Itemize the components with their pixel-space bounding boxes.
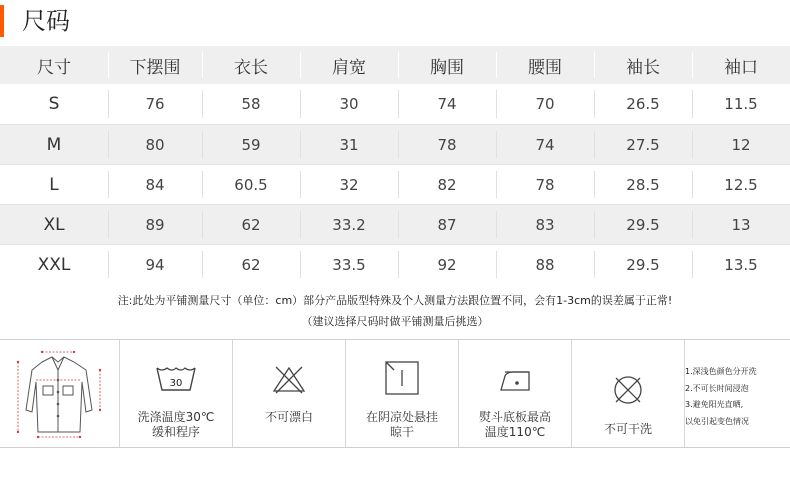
shade-dry-label-line1: 在阴凉处悬挂	[365, 410, 438, 424]
table-cell: 30	[300, 84, 398, 124]
table-cell: 76	[108, 84, 202, 124]
care-tip: 以免引起变色情况	[685, 416, 749, 426]
care-label	[459, 410, 571, 440]
header-cell: 肩宽	[300, 46, 398, 84]
size-table	[0, 46, 790, 284]
wash-30-icon	[153, 362, 199, 396]
note-line-2: （建议选择尺码时做平铺测量后挑选）	[301, 315, 489, 328]
care-label	[120, 410, 232, 440]
measurement-diagram	[0, 340, 120, 447]
table-cell: 29.5	[594, 245, 692, 284]
table-cell: 13	[692, 205, 790, 244]
table-row	[0, 204, 790, 244]
table-cell: 59	[202, 125, 300, 164]
care-item-no-bleach	[233, 340, 346, 447]
header-cell: 袖长	[594, 46, 692, 84]
care-tips-list	[685, 364, 757, 430]
table-cell: 33.2	[300, 205, 398, 244]
header-cell: 衣长	[202, 46, 300, 84]
size-cell: S	[48, 94, 60, 114]
care-tip: 3.避免阳光直晒,	[685, 400, 744, 409]
care-item-no-dryclean	[572, 340, 685, 447]
measurement-notes	[0, 292, 790, 331]
table-cell: 78	[398, 125, 496, 164]
header-cell: 尺寸	[37, 57, 71, 78]
care-item-shade-dry	[346, 340, 459, 447]
no-bleach-icon	[269, 362, 309, 396]
shirt-diagram-icon	[0, 340, 120, 449]
table-cell: 12.5	[692, 165, 790, 204]
table-cell: 13.5	[692, 245, 790, 284]
table-cell: 12	[692, 125, 790, 164]
wash-temp-text: 30	[169, 378, 183, 389]
title-bar	[0, 0, 790, 44]
no-bleach-label: 不可漂白	[264, 410, 313, 424]
table-row	[0, 124, 790, 164]
table-cell: 78	[496, 165, 594, 204]
header-cell: 腰围	[496, 46, 594, 84]
care-label	[346, 410, 458, 440]
page-title: 尺码	[22, 7, 70, 35]
table-cell: 87	[398, 205, 496, 244]
header-cell: 胸围	[398, 46, 496, 84]
care-tips	[685, 340, 790, 447]
care-label	[572, 422, 684, 437]
table-cell: 26.5	[594, 84, 692, 124]
table-row	[0, 84, 790, 124]
table-cell: 94	[108, 245, 202, 284]
shade-dry-label-line2: 晾干	[389, 425, 414, 439]
iron-low-temp-icon	[495, 362, 535, 396]
table-cell: 88	[496, 245, 594, 284]
table-header-row	[0, 46, 790, 84]
table-cell: 62	[202, 245, 300, 284]
table-cell: 31	[300, 125, 398, 164]
shade-dry-icon	[382, 358, 422, 398]
table-cell: 28.5	[594, 165, 692, 204]
table-cell: 32	[300, 165, 398, 204]
table-cell: 70	[496, 84, 594, 124]
wash-label-line1: 洗涤温度30℃	[137, 410, 215, 424]
care-tip: 1.深浅色颜色分开洗	[685, 367, 757, 376]
care-label	[233, 410, 345, 425]
wash-label-line2: 缓和程序	[151, 425, 200, 439]
header-cell: 袖口	[692, 46, 790, 84]
note-line-1: 注:此处为平铺测量尺寸（单位：cm）部分产品版型特殊及个人测量方法跟位置不同，会有1-3cm的误差属于正常!	[117, 294, 673, 307]
table-cell: 11.5	[692, 84, 790, 124]
table-cell: 60.5	[202, 165, 300, 204]
table-cell: 89	[108, 205, 202, 244]
iron-label-line2: 温度110℃	[484, 425, 546, 439]
care-instructions	[0, 339, 790, 448]
table-cell: 83	[496, 205, 594, 244]
size-cell: XL	[43, 214, 65, 235]
care-item-wash	[120, 340, 233, 447]
size-cell: M	[46, 134, 62, 155]
table-cell: 62	[202, 205, 300, 244]
size-cell: XXL	[37, 254, 71, 275]
table-cell: 27.5	[594, 125, 692, 164]
care-tip: 2.不可长时间浸泡	[685, 383, 749, 393]
header-cell: 下摆围	[108, 46, 202, 84]
care-item-iron	[459, 340, 572, 447]
iron-label-line1: 熨斗底板最高	[478, 410, 551, 424]
table-cell: 74	[398, 84, 496, 124]
no-dryclean-label: 不可干洗	[603, 422, 652, 436]
no-dry-clean-icon	[608, 370, 648, 410]
table-cell: 92	[398, 245, 496, 284]
table-cell: 84	[108, 165, 202, 204]
table-cell: 29.5	[594, 205, 692, 244]
table-row	[0, 244, 790, 284]
table-cell: 82	[398, 165, 496, 204]
table-cell: 74	[496, 125, 594, 164]
size-cell: L	[49, 174, 59, 195]
table-row	[0, 164, 790, 204]
title-accent-bar	[0, 5, 4, 37]
table-cell: 80	[108, 125, 202, 164]
table-cell: 58	[202, 84, 300, 124]
table-cell: 33.5	[300, 245, 398, 284]
